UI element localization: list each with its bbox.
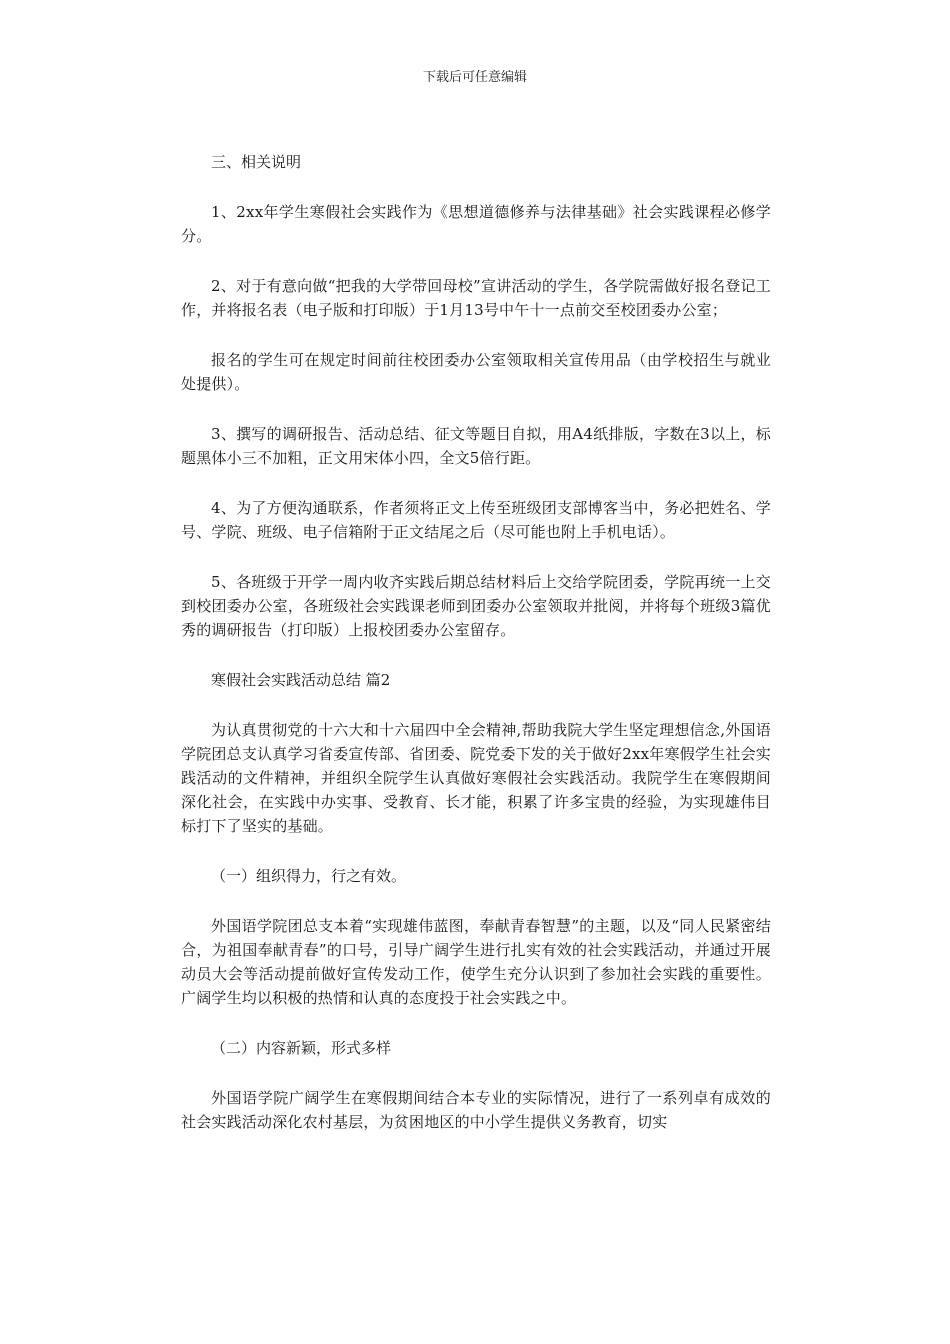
article-intro: 为认真贯彻党的十六大和十六届四中全会精神,帮助我院大学生坚定理想信念,外国语学院团总支认真学习省委宣传部、省团委、院党委下发的关于做好2xx年寒假学生社会实践活动的文件精神，并组织全院学生认真做好寒假社会实践活动。我院学生在寒假期间深化社会，在实践中办实事、受教育、长才能，积累了许多宝贵的经验，为实现雄伟目标打下了坚实的基础。 — [181, 721, 771, 835]
sub-heading-1: （一）组织得力，行之有效。 — [211, 867, 407, 885]
paragraph-item-2b: 报名的学生可在规定时间前往校团委办公室领取相关宣传用品（由学校招生与就业处提供）。 — [181, 351, 771, 393]
header-note: 下载后可任意编辑 — [422, 70, 527, 85]
sub-paragraph-2: 外国语学院广阔学生在寒假期间结合本专业的实际情况，进行了一系列卓有成效的社会实践活动深化农村基层，为贫困地区的中小学生提供义务教育，切实 — [181, 1089, 771, 1131]
sub-paragraph-1: 外国语学院团总支本着“实现雄伟蓝图，奉献青春智慧”的主题，以及“同人民紧密结合，为祖国奉献青春”的口号，引导广阔学生进行扎实有效的社会实践活动，并通过开展动员大会等活动提前做好宣传发动工作，使学生充分认识到了参加社会实践的重要性。广阔学生均以积极的热情和认真的态度投于社会实践之中。 — [181, 917, 771, 1007]
paragraph-item-3: 3、撰写的调研报告、活动总结、征文等题目自拟，用A4纸排版，字数在3以上，标题黑体小三不加粗，正文用宋体小四，全文5倍行距。 — [181, 425, 771, 467]
sub-heading-2: （二）内容新颖，形式多样 — [211, 1039, 392, 1057]
paragraph-item-4: 4、为了方便沟通联系，作者须将正文上传至班级团支部博客当中，务必把姓名、学号、学院、班级、电子信箱附于正文结尾之后（尽可能也附上手机电话）。 — [181, 499, 771, 541]
section-heading: 三、相关说明 — [211, 153, 302, 171]
document-body — [181, 150, 771, 1134]
article-title: 寒假社会实践活动总结 篇2 — [211, 671, 391, 689]
paragraph-item-5: 5、各班级于开学一周内收齐实践后期总结材料后上交给学院团委，学院再统一上交到校团委办公室，各班级社会实践课老师到团委办公室领取并批阅，并将每个班级3篇优秀的调研报告（打印版）上报校团委办公室留存。 — [181, 573, 771, 639]
paragraph-item-1: 1、2xx年学生寒假社会实践作为《思想道德修养与法律基础》社会实践课程必修学分。 — [181, 203, 771, 245]
paragraph-item-2: 2、对于有意向做“把我的大学带回母校”宣讲活动的学生，各学院需做好报名登记工作，并将报名表（电子版和打印版）于1月13号中午十一点前交至校团委办公室； — [181, 277, 771, 319]
